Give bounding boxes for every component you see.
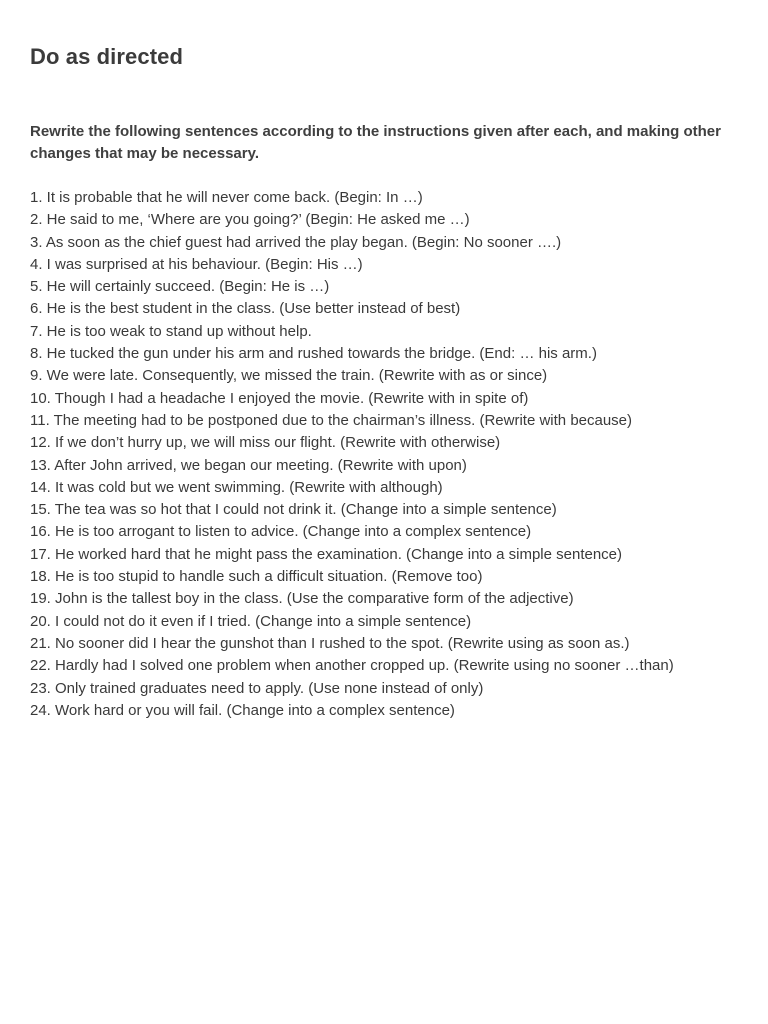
instructions-paragraph: Rewrite the following sentences according to the instructions given after each, and making other changes that may be necessary. — [30, 123, 721, 162]
exercise-item: 23. Only trained graduates need to apply. (Use none instead of only) — [30, 679, 484, 697]
exercise-item: 20. I could not do it even if I tried. (Change into a simple sentence) — [30, 612, 472, 630]
exercise-item: 3. As soon as the chief guest had arrived the play began. (Begin: No sooner ….) — [30, 233, 562, 251]
exercise-item: 1. It is probable that he will never come back. (Begin: In …) — [30, 189, 423, 206]
exercise-item: 11. The meeting had to be postponed due to the chairman’s illness. (Rewrite with because) — [30, 411, 633, 429]
exercise-item: 17. He worked hard that he might pass the examination. (Change into a simple sentence) — [30, 545, 623, 563]
exercise-item: 12. If we don’t hurry up, we will miss our flight. (Rewrite with otherwise) — [30, 434, 501, 452]
exercise-item: 8. He tucked the gun under his arm and rushed towards the bridge. (End: … his arm.) — [30, 345, 597, 363]
exercise-list — [30, 187, 674, 722]
exercise-item: 18. He is too stupid to handle such a difficult situation. (Remove too) — [30, 568, 483, 586]
exercise-item: 22. Hardly had I solved one problem when another cropped up. (Rewrite using no sooner …than) — [30, 657, 674, 675]
exercise-item: 7. He is too weak to stand up without help. — [30, 322, 312, 340]
exercise-item: 19. John is the tallest boy in the class. (Use the comparative form of the adjective) — [30, 590, 574, 608]
exercise-item: 13. After John arrived, we began our meeting. (Rewrite with upon) — [30, 456, 467, 474]
exercise-item: 15. The tea was so hot that I could not drink it. (Change into a simple sentence) — [30, 501, 557, 519]
exercise-item: 6. He is the best student in the class. (Use better instead of best) — [30, 300, 461, 318]
exercise-item: 9. We were late. Consequently, we missed the train. (Rewrite with as or since) — [30, 367, 548, 385]
exercise-item: 10. Though I had a headache I enjoyed the movie. (Rewrite with in spite of) — [30, 389, 529, 407]
exercise-item: 24. Work hard or you will fail. (Change into a complex sentence) — [30, 701, 455, 719]
exercise-item: 14. It was cold but we went swimming. (Rewrite with although) — [30, 478, 443, 496]
exercise-item: 5. He will certainly succeed. (Begin: He is …) — [30, 278, 330, 296]
exercise-item: 4. I was surprised at his behaviour. (Begin: His …) — [30, 255, 363, 273]
exercise-item: 16. He is too arrogant to listen to advice. (Change into a complex sentence) — [30, 523, 532, 541]
exercise-item: 21. No sooner did I hear the gunshot than I rushed to the spot. (Rewrite using as soon as.) — [30, 634, 630, 652]
page-title: Do as directed — [30, 44, 184, 69]
exercise-item: 2. He said to me, ‘Where are you going?’ (Begin: He asked me …) — [30, 211, 470, 229]
